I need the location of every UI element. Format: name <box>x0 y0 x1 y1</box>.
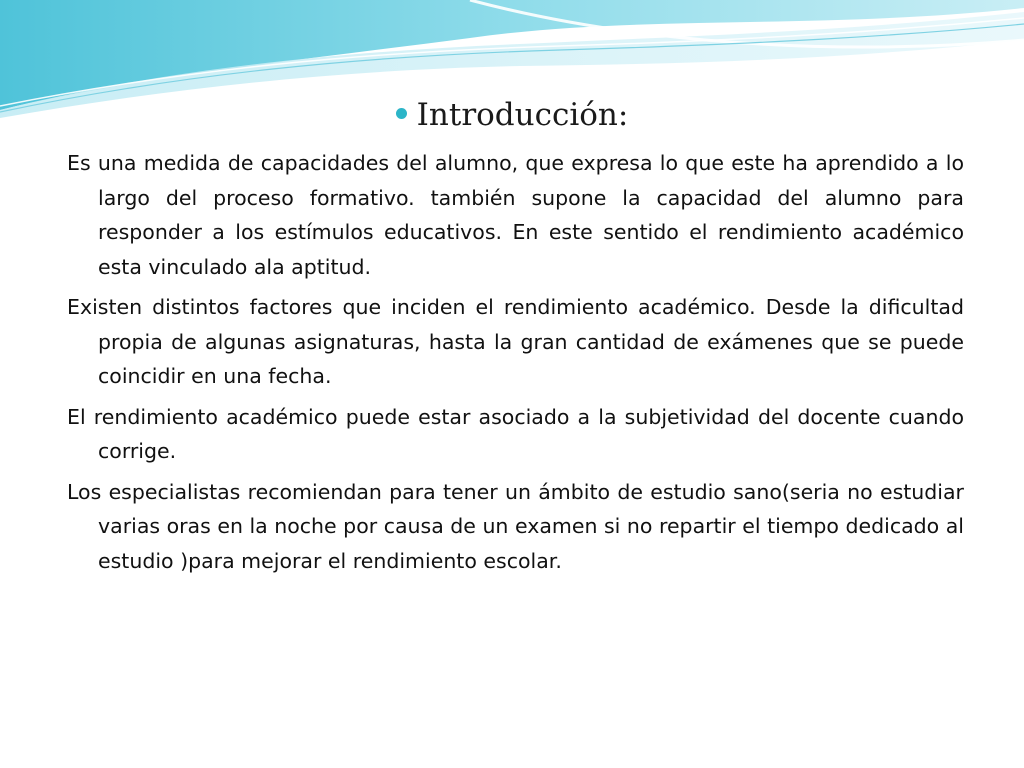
paragraph-2: Existen distintos factores que inciden el rendimiento académico. Desde la dificultad propia de algunas asignaturas, hasta la gran cantidad de exámenes que se puede coincidir en una fecha. <box>67 295 964 388</box>
slide-title-row <box>0 93 1024 137</box>
slide-title: Introducción: <box>416 97 629 133</box>
bullet-dot-icon <box>396 108 407 119</box>
paragraph-3: El rendimiento académico puede estar asociado a la subjetividad del docente cuando corrige. <box>67 404 964 463</box>
paragraph-4: Los especialistas recomiendan para tener un ámbito de estudio sano(seria no estudiar varias oras en la noche por causa de un examen si no repartir el tiempo dedicado al estudio )para mejorar el rendimiento escolar. <box>67 479 964 573</box>
slide-body <box>67 146 964 584</box>
paragraph-1: Es una medida de capacidades del alumno, que expresa lo que este ha aprendido a lo largo del proceso formativo. también supone la capacidad del alumno para responder a los estímulos educativos. En este sentido el rendimiento académico esta vinculado ala aptitud. <box>67 151 964 279</box>
